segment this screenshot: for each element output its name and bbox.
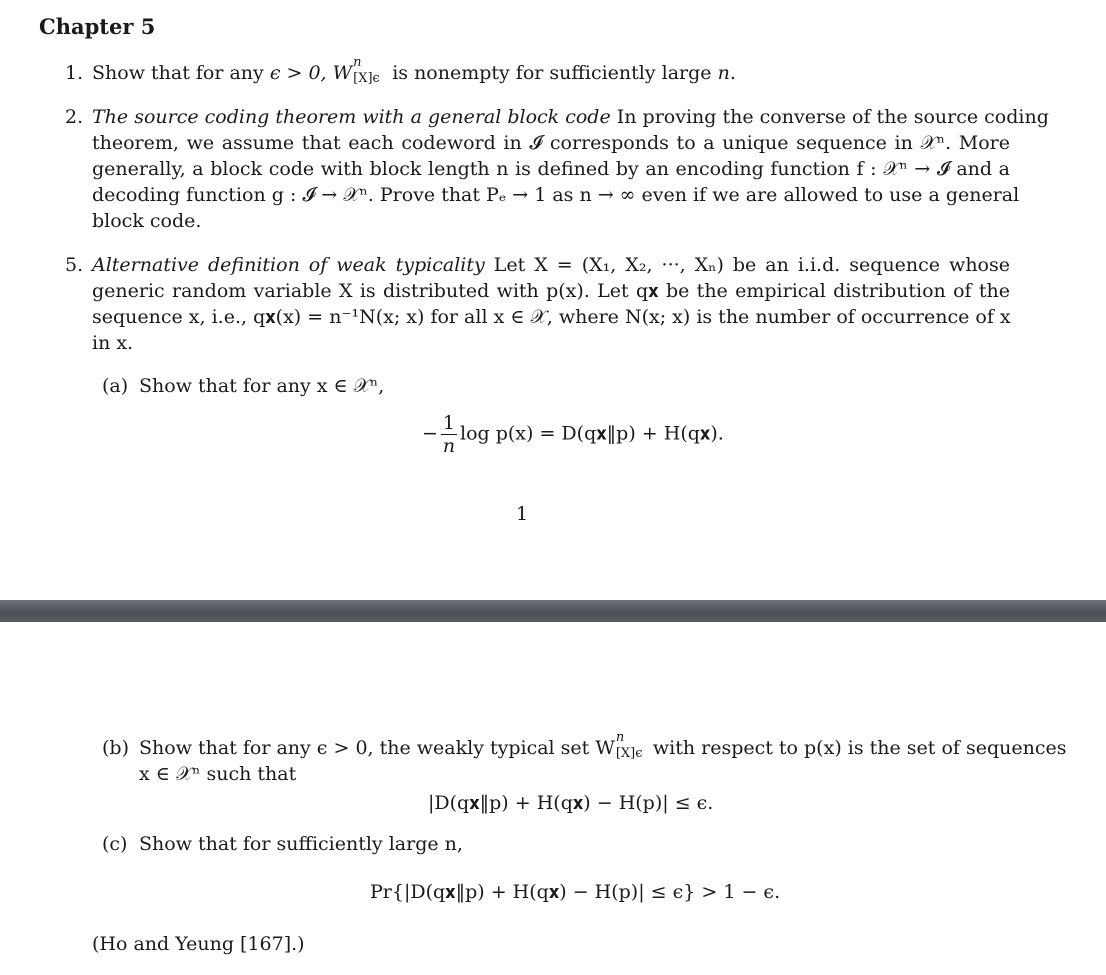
part-b-line-1-rest: with respect to p(x) is the set of sequences [652,737,1067,759]
part-a-label: (a) [102,375,129,397]
page-number: 1 [516,503,529,525]
problem-5-number: 5. [65,254,84,276]
problem-2-line-4: decoding function g : 𝓘 → 𝒳ⁿ. Prove that Pₑ → 1 as n → ∞ even if we are allowed to use a general [92,184,1020,206]
problem-5-line-1 [92,254,1010,276]
part-c-text: Show that for sufficiently large n, [139,833,463,855]
part-a-text: Show that for any x ∈ 𝒳ⁿ, [139,375,385,397]
problem-5-line-1-rest: Let X = (X₁, X₂, ···, Xₙ) be an i.i.d. sequence whose [493,254,1010,276]
part-b-line-1-text: Show that for any ϵ > 0, the weakly typical set W [139,737,615,759]
problem-5-line-4: in x. [92,332,134,354]
page-separator [0,600,1106,622]
problem-2-title: The source coding theorem with a general block code [92,106,611,128]
part-a-eq-minus: − [422,422,438,445]
problem-1-math-sub: [X]ϵ [353,71,380,86]
part-a-eq-rest: log p(x) = D(q𝐱‖p) + H(q𝐱). [460,422,724,445]
page-2 [0,622,1106,975]
part-b-equation: |D(q𝐱‖p) + H(q𝐱) − H(p)| ≤ ϵ. [428,792,714,814]
problem-1-math-sup: n [353,55,362,70]
part-b-line-2: x ∈ 𝒳ⁿ such that [139,763,297,785]
part-c-equation: Pr{|D(q𝐱‖p) + H(q𝐱) − H(p)| ≤ ϵ} > 1 − ϵ. [370,881,781,903]
problem-1-text-b: is nonempty for sufficiently large [386,62,718,84]
problem-2-line-2: theorem, we assume that each codeword in 𝓘 corresponds to a unique sequence in 𝒳ⁿ. More [92,132,1010,154]
problem-1-text-a: Show that for any [92,62,270,84]
problem-2-line-5: block code. [92,210,202,232]
problem-5-line-3: sequence x, i.e., q𝐱(x) = n⁻¹N(x; x) for all x ∈ 𝒳, where N(x; x) is the number of occurrence of x [92,306,1011,328]
problem-5-line-2: generic random variable X is distributed with p(x). Let q𝐱 be the empirical distribution of the [92,280,1010,302]
problem-1-math: ϵ > 0, W [269,62,353,84]
problem-1-text [92,55,736,86]
problem-2-number: 2. [65,106,84,128]
problem-5-title: Alternative definition of weak typicality [92,254,485,276]
part-c-label: (c) [102,833,128,855]
part-b-sub: [X]ϵ [615,746,643,761]
problem-2-line-1 [92,106,1049,128]
problem-2-line-3: generally, a block code with block length n is defined by an encoding function f : 𝒳ⁿ → 𝓘 and a [92,158,1010,180]
part-a-equation [422,412,724,457]
part-b-line-1 [139,730,1067,761]
part-a-eq-denominator: n [442,435,456,457]
problem-1-end: . [729,62,736,84]
problem-1-n: n [717,62,730,84]
part-b-sup: n [615,730,625,745]
chapter-title: Chapter 5 [39,14,156,39]
part-a-fraction [441,412,457,457]
problem-1-number: 1. [65,62,84,84]
citation: (Ho and Yeung [167].) [92,933,305,955]
part-b-label: (b) [102,737,129,759]
part-a-eq-numerator: 1 [442,412,456,434]
problem-2-line-1-rest: In proving the converse of the source coding [616,106,1049,128]
